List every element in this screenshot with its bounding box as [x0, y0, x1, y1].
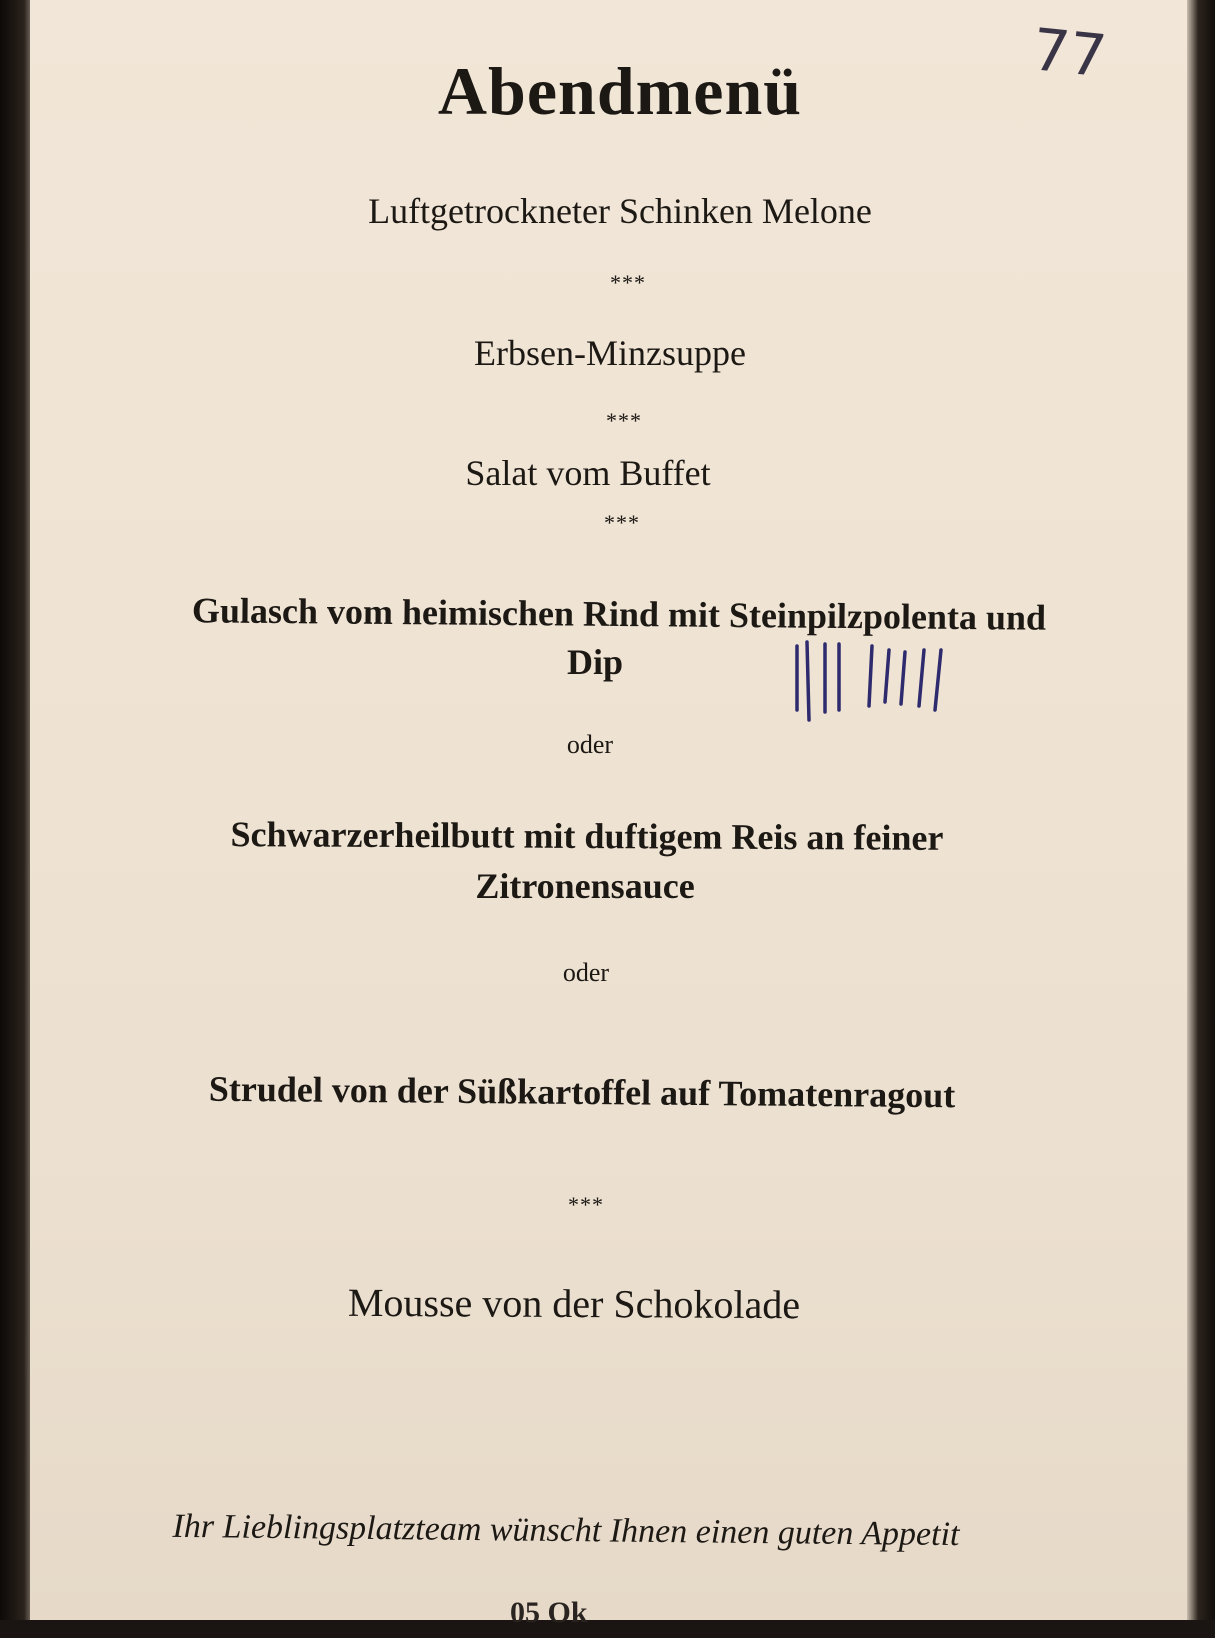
tally-mark: [885, 650, 889, 702]
menu-title: Abendmenü: [437, 53, 803, 129]
separator: ***: [610, 270, 646, 295]
footer-cutoff-text: 05 Ok: [510, 1596, 588, 1629]
or-label: oder: [566, 730, 614, 759]
dessert-item: Mousse von der Schokolade: [347, 1279, 801, 1328]
menu-page: [30, 0, 1190, 1629]
tally-mark: [901, 652, 905, 704]
handwritten-tally-marks: [785, 640, 985, 730]
main-course-2-line-2: Zitronensauce: [475, 866, 695, 906]
binder-right-edge: [1187, 0, 1215, 1620]
tally-mark: [919, 650, 924, 706]
separator: ***: [606, 408, 642, 433]
svg-text:77: 77: [1029, 15, 1110, 91]
main-course-3: Strudel von der Süßkartoffel auf Tomatenragout: [208, 1068, 956, 1116]
main-course-2-line-1: Schwarzerheilbutt mit duftigem Reis an feiner: [230, 814, 944, 858]
or-label: oder: [562, 958, 610, 987]
tally-mark: [935, 650, 941, 710]
tally-mark: [807, 642, 809, 720]
closing-message: Ihr Lieblingsplatzteam wünscht Ihnen einen guten Appetit: [172, 1507, 960, 1554]
salad-item: Salat vom Buffet: [465, 453, 711, 493]
separator: ***: [568, 1192, 604, 1217]
starter-item: Luftgetrockneter Schinken Melone: [368, 191, 872, 231]
main-course-1-line-1: Gulasch vom heimischen Rind mit Steinpilzpolenta und: [191, 590, 1047, 638]
handwritten-table-number: [1029, 15, 1140, 91]
main-course-1-line-2: Dip: [566, 642, 624, 682]
separator: ***: [604, 510, 640, 535]
tally-mark: [869, 646, 872, 706]
soup-item: Erbsen-Minzsuppe: [474, 333, 746, 373]
